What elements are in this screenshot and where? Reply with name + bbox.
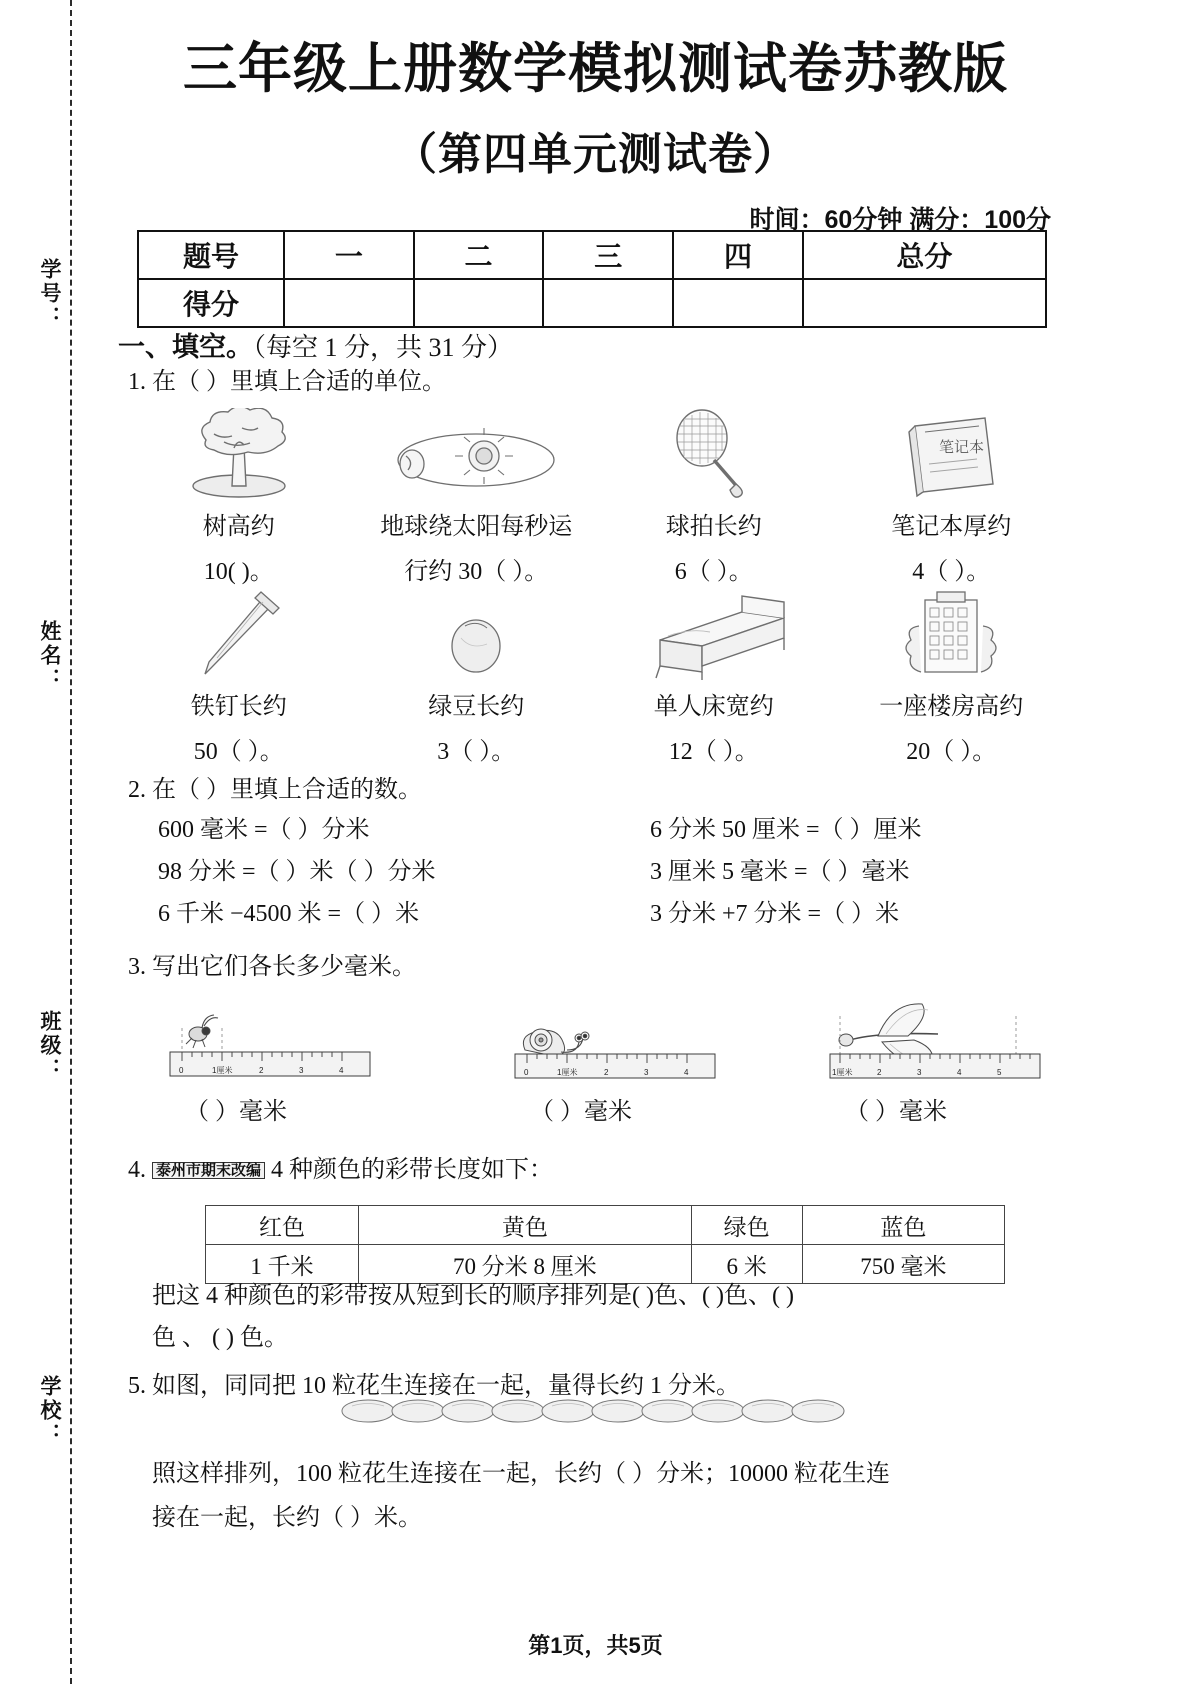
- q4-header-green: 绿色: [691, 1206, 802, 1245]
- ruler2-tick-4: 4: [684, 1068, 689, 1077]
- racket-icon: [595, 408, 833, 500]
- q4-header-yellow: 黄色: [359, 1206, 692, 1245]
- q4-number: 4.: [128, 1157, 146, 1183]
- q2-row3-right[interactable]: 3 分米 +7 分米 =（ ）米: [650, 901, 900, 927]
- page-subtitle: （第四单元测试卷）: [393, 130, 798, 179]
- q2-row1-right[interactable]: 6 分米 50 厘米 =（ ）厘米: [650, 817, 922, 843]
- q4-table-value-row: [206, 1245, 1005, 1284]
- page-footer: 第1页，共5页: [528, 1633, 663, 1658]
- score-table: [137, 230, 1047, 328]
- exam-meta-info: 时间：60分钟 满分：100分: [749, 206, 1051, 234]
- q1-value-6[interactable]: 3（ ）。: [437, 739, 516, 765]
- score-cell-3[interactable]: [543, 279, 673, 327]
- q3-text: 3. 写出它们各长多少毫米。: [128, 954, 416, 980]
- q1-caption-5: 铁钉长约: [190, 694, 287, 720]
- ruler2-tick-3: 3: [644, 1068, 649, 1077]
- q4-prompt-line1[interactable]: 把这 4 种颜色的彩带按从短到长的顺序排列是( )色、( )色、( ): [152, 1283, 794, 1309]
- ruler3-tick-3: 4: [957, 1068, 962, 1077]
- q1-value-3[interactable]: 6（ ）。: [674, 559, 753, 585]
- q4-header-blue: 蓝色: [802, 1206, 1004, 1245]
- q1-item-mungbean: [358, 588, 596, 766]
- q2-row2-right[interactable]: 3 厘米 5 毫米 =（ ）毫米: [650, 859, 910, 885]
- ruler3-tick-1: 2: [877, 1068, 882, 1077]
- q5-text: 5. 如图，同同把 10 粒花生连接在一起，量得长约 1 分米。: [128, 1373, 740, 1399]
- q1-caption-4: 笔记本厚约: [891, 514, 1012, 540]
- mungbean-icon: [358, 588, 596, 680]
- q1-value-4[interactable]: 4（ ）。: [912, 559, 991, 585]
- score-table-col-3: 三: [543, 231, 673, 279]
- q1-item-building: [833, 588, 1071, 766]
- q1-item-earth-orbit: [358, 408, 596, 586]
- score-table-row-label-score: 得分: [138, 279, 284, 327]
- score-table-col-total: 总分: [803, 231, 1046, 279]
- q1-caption-7: 单人床宽约: [653, 694, 774, 720]
- q4-prompt-line2[interactable]: 色 、 ( ) 色。: [152, 1325, 288, 1351]
- score-table-col-4: 四: [673, 231, 803, 279]
- q1-value-1[interactable]: 10( )。: [203, 559, 274, 585]
- score-cell-1[interactable]: [284, 279, 414, 327]
- ant-icon: [186, 1015, 218, 1048]
- tree-icon: [120, 408, 358, 500]
- score-table-col-2: 二: [414, 231, 544, 279]
- q4-text: 4 种颜色的彩带长度如下：: [271, 1157, 554, 1183]
- binding-dashed-line: [70, 0, 72, 1684]
- ruler1-tick-1: 1厘米: [212, 1066, 233, 1075]
- q4-table-header-row: [206, 1206, 1005, 1245]
- score-table-score-row: [138, 279, 1046, 327]
- ruler1-tick-4: 4: [339, 1066, 344, 1075]
- q4-heading: [128, 1158, 553, 1182]
- ruler3-tick-2: 3: [917, 1068, 922, 1077]
- q3-ruler-ant: [160, 1008, 380, 1098]
- score-cell-4[interactable]: [673, 279, 803, 327]
- building-icon: [833, 588, 1071, 680]
- score-table-header-row: [138, 231, 1046, 279]
- q1-picture-row-1: [120, 408, 1070, 586]
- section-one-heading: [118, 325, 513, 364]
- section-one-points: （每空 1 分，共 31 分）: [253, 333, 514, 362]
- q1-caption-6: 绿豆长约: [428, 694, 525, 720]
- side-label-school: 学校：: [38, 1375, 61, 1447]
- q3-answer-3[interactable]: （ ）毫米: [845, 1099, 947, 1125]
- ruler2-tick-2: 2: [604, 1068, 609, 1077]
- q3-ruler-dragonfly: [820, 992, 1050, 1098]
- page-title: 三年级上册数学模拟测试卷苏教版: [183, 39, 1008, 99]
- ruler2-tick-1: 1厘米: [557, 1068, 578, 1077]
- q5-line2[interactable]: 接在一起，长约（ ）米。: [152, 1505, 422, 1531]
- q2-text: 2. 在（ ）里填上合适的数。: [128, 777, 422, 803]
- q1-item-nail: [120, 588, 358, 766]
- score-table-row-label-question: 题号: [138, 231, 284, 279]
- earth-orbit-icon: [358, 408, 596, 500]
- q1-caption-2: 地球绕太阳每秒运: [380, 514, 573, 540]
- q1-value-2[interactable]: 行约 30（ ）。: [404, 559, 549, 585]
- q1-caption-8: 一座楼房高约: [879, 694, 1024, 720]
- q4-value-green: 6 米: [691, 1245, 802, 1284]
- q3-answer-1[interactable]: （ ）毫米: [185, 1099, 287, 1125]
- ruler2-tick-0: 0: [524, 1068, 529, 1077]
- nail-icon: [120, 588, 358, 680]
- section-one-title: 填空。: [172, 332, 253, 362]
- ruler1-tick-2: 2: [259, 1066, 264, 1075]
- q1-item-notebook: [833, 408, 1071, 586]
- q4-value-yellow: 70 分米 8 厘米: [359, 1245, 692, 1284]
- score-cell-total[interactable]: [803, 279, 1046, 327]
- bed-icon: [595, 588, 833, 680]
- q2-row2-left[interactable]: 98 分米 =（ ）米（ ）分米: [158, 859, 436, 885]
- q1-item-bed: [595, 588, 833, 766]
- q1-value-7[interactable]: 12（ ）。: [668, 739, 759, 765]
- side-label-class: 班级：: [38, 1010, 61, 1082]
- q3-ruler-snail: [505, 1000, 725, 1098]
- q4-ribbon-table: [205, 1205, 1005, 1284]
- q4-value-blue: 750 毫米: [802, 1245, 1004, 1284]
- notebook-cover-text: 笔记本: [939, 439, 985, 456]
- q1-picture-row-2: [120, 588, 1070, 766]
- q4-source-badge: 泰州市期末改编: [152, 1162, 265, 1179]
- snail-icon: [523, 1029, 589, 1056]
- q1-item-tree: [120, 408, 358, 586]
- q1-text: 1. 在（ ）里填上合适的单位。: [128, 369, 446, 395]
- q4-header-red: 红色: [206, 1206, 359, 1245]
- q5-peanut-chain: [340, 1392, 860, 1430]
- q1-value-5[interactable]: 50（ ）。: [193, 739, 284, 765]
- ruler3-tick-4: 5: [997, 1068, 1002, 1077]
- section-one-number: 一、: [118, 332, 172, 362]
- q4-value-red: 1 千米: [206, 1245, 359, 1284]
- q1-item-racket: [595, 408, 833, 586]
- ruler1-tick-0: 0: [179, 1066, 184, 1075]
- q1-caption-1: 树高约: [202, 514, 275, 540]
- side-label-name: 姓名：: [38, 620, 61, 692]
- q2-row1-left[interactable]: 600 毫米 =（ ）分米: [158, 817, 370, 843]
- q1-caption-3: 球拍长约: [665, 514, 762, 540]
- side-label-student-no: 学号：: [38, 258, 61, 330]
- score-table-col-1: 一: [284, 231, 414, 279]
- ruler1-tick-3: 3: [299, 1066, 304, 1075]
- notebook-icon: [833, 408, 1071, 500]
- q5-line1[interactable]: 照这样排列，100 粒花生连接在一起，长约（ ）分米；10000 粒花生连: [152, 1461, 890, 1487]
- q3-answer-2[interactable]: （ ）毫米: [530, 1099, 632, 1125]
- q2-row3-left[interactable]: 6 千米 −4500 米 =（ ）米: [158, 901, 420, 927]
- score-cell-2[interactable]: [414, 279, 544, 327]
- q1-value-8[interactable]: 20（ ）。: [906, 739, 997, 765]
- ruler3-tick-0: 1厘米: [832, 1068, 853, 1077]
